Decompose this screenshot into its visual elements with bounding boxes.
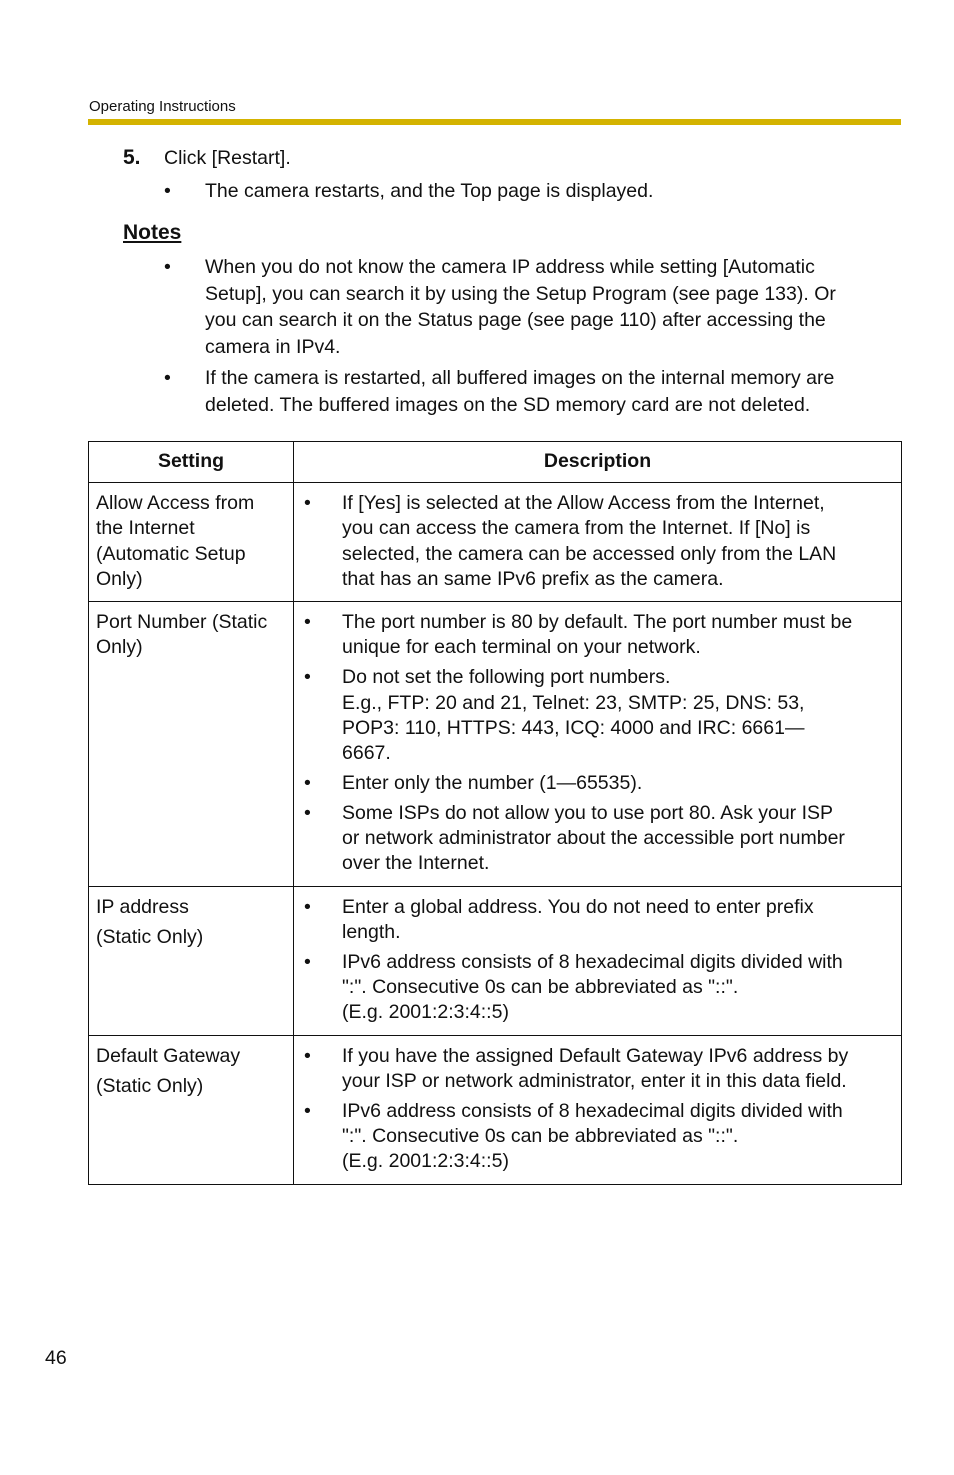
bullet-icon: • — [304, 666, 311, 689]
bullet-icon: • — [304, 1044, 311, 1067]
description-cell — [294, 483, 902, 602]
setting-qualifier: (Static Only) — [96, 925, 204, 948]
table-row — [89, 602, 902, 886]
column-header-setting: Setting — [89, 442, 294, 483]
settings-table — [88, 441, 902, 1185]
bullet-icon: • — [304, 895, 311, 918]
description-text: Some ISPs do not allow you to use port 80. Ask your ISP or network administrator about the accessible port number over the Internet. — [342, 801, 845, 875]
description-item — [301, 950, 895, 1026]
setting-cell — [89, 602, 294, 886]
setting-name: Port Number (Static Only) — [96, 611, 268, 659]
description-text: IPv6 address consists of 8 hexadecimal digits divided with ":". Consecutive 0s can be abbreviated as "::". (E.g. 2001:2:3:4::5) — [342, 1099, 843, 1173]
bullet-icon: • — [304, 611, 311, 634]
description-text: If you have the assigned Default Gateway IPv6 address by your ISP or network administrator, enter it in this data field. — [342, 1044, 849, 1092]
note-text-2: If the camera is restarted, all buffered images on the internal memory are deleted. The buffered images on the SD memory card are not deleted. — [205, 367, 835, 416]
page-number: 46 — [45, 1347, 67, 1369]
description-cell — [294, 1035, 902, 1184]
table-row — [89, 886, 902, 1035]
note-item-1 — [164, 254, 836, 360]
notes-heading: Notes — [123, 221, 182, 244]
description-item — [301, 895, 895, 946]
bullet-icon: • — [164, 180, 171, 202]
bullet-icon: • — [164, 367, 171, 389]
header-rule — [88, 119, 901, 125]
description-item — [301, 1099, 895, 1175]
description-text: The port number is 80 by default. The port number must be unique for each terminal on your network. — [342, 611, 853, 659]
running-header: Operating Instructions — [89, 98, 236, 115]
description-item — [301, 610, 895, 661]
setting-cell — [89, 483, 294, 602]
column-header-description: Description — [294, 442, 902, 483]
setting-name: Allow Access from the Internet (Automatic Setup Only) — [96, 492, 255, 590]
description-item — [301, 1044, 895, 1095]
step-bullet — [164, 178, 653, 205]
table-header-row — [89, 442, 902, 483]
step-bullet-text: The camera restarts, and the Top page is displayed. — [205, 180, 654, 202]
description-item — [301, 801, 895, 877]
step-number: 5. — [123, 146, 141, 169]
setting-cell — [89, 886, 294, 1035]
description-text: Enter only the number (1—65535). — [342, 771, 643, 794]
setting-qualifier: (Static Only) — [96, 1074, 204, 1097]
description-cell — [294, 886, 902, 1035]
description-item — [301, 771, 895, 796]
setting-name: Default Gateway — [96, 1044, 241, 1067]
description-text: Do not set the following port numbers. E.g., FTP: 20 and 21, Telnet: 23, SMTP: 25, DNS: 53, POP3: 110, HTTPS: 443, ICQ: 4000 and IRC: 6661— 6667. — [342, 666, 805, 765]
bullet-icon: • — [164, 256, 171, 278]
description-text: IPv6 address consists of 8 hexadecimal digits divided with ":". Consecutive 0s can be abbreviated as "::". (E.g. 2001:2:3:4::5) — [342, 950, 843, 1024]
note-text-1: When you do not know the camera IP address while setting [Automatic Setup], you can search it by using the Setup Program (see page 133). Or you can search it on the Status page (see page 110) after accessing the camera in IPv4. — [205, 256, 836, 358]
table-row — [89, 1035, 902, 1184]
bullet-icon: • — [304, 492, 311, 514]
table-row — [89, 483, 902, 602]
step-5 — [123, 146, 291, 170]
description-cell — [294, 602, 902, 886]
setting-cell — [89, 1035, 294, 1184]
step-text: Click [Restart]. — [164, 147, 291, 169]
description-item — [301, 665, 895, 766]
bullet-icon: • — [304, 950, 311, 973]
description-item — [301, 491, 895, 592]
bullet-icon: • — [304, 801, 311, 824]
bullet-icon: • — [304, 1099, 311, 1122]
description-text: Enter a global address. You do not need to enter prefix length. — [342, 895, 814, 943]
bullet-icon: • — [304, 771, 311, 794]
setting-name: IP address — [96, 895, 189, 918]
description-text: If [Yes] is selected at the Allow Access from the Internet, you can access the camera from the Internet. If [No] is selected, the camera can be accessed only from the LAN that has an same IPv6 prefix as the camera. — [342, 492, 837, 590]
note-item-2 — [164, 365, 834, 418]
